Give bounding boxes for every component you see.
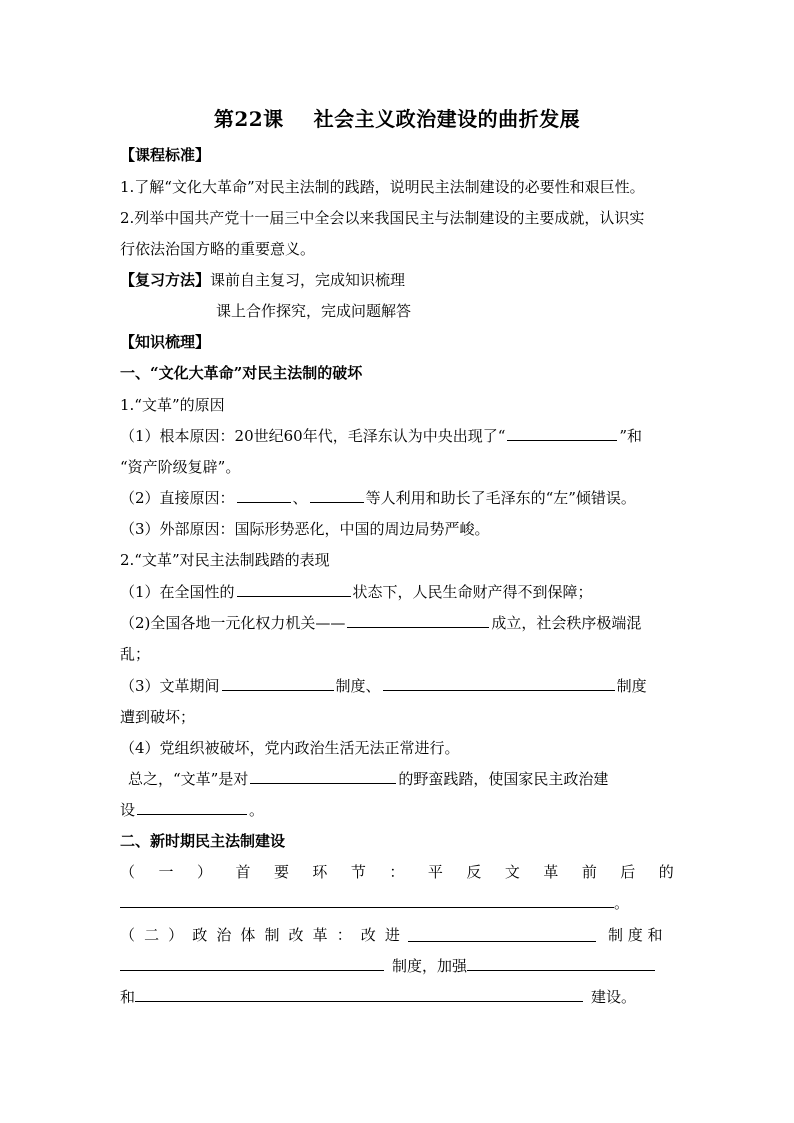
spread-char: 环 <box>312 863 328 881</box>
spread-char: 革 <box>312 926 328 944</box>
spread-char: 节 <box>350 863 366 881</box>
manifest-2-tail: 成立，社会秩序极端混 <box>491 614 642 632</box>
blank-field[interactable] <box>237 488 291 503</box>
section-2-item-2-and: 和 <box>120 988 136 1006</box>
spread-char: 要 <box>273 863 289 881</box>
cause-2-tail: 等人利用和助长了毛泽东的“左”倾错误。 <box>365 489 636 507</box>
blank-field[interactable] <box>347 613 489 628</box>
spread-char: 进 <box>384 926 400 944</box>
cause-2 <box>120 488 636 508</box>
manifest-4: （4）党组织被破坏，党内政治生活无法正常进行。 <box>120 739 460 757</box>
section-2-heading: 二、新时期民主法制建设 <box>120 832 286 850</box>
method-text-2: 课上合作探究，完成问题解答 <box>216 302 412 320</box>
lesson-number: 第22课 <box>213 107 284 131</box>
section-2-item-2-end: 建设。 <box>591 988 637 1006</box>
spread-char: 改 <box>360 926 376 944</box>
cause-1-line-2: “资产阶级复辟”。 <box>120 458 241 476</box>
page-title <box>0 103 794 132</box>
standards-item-1: 1.了解“文化大革命”对民主法制的践踏，说明民主法制建设的必要性和艰巨性。 <box>120 178 645 196</box>
spread-char: 一 <box>158 863 174 881</box>
spread-char: 体 <box>240 926 256 944</box>
spread-char: 的 <box>658 863 674 881</box>
blank-field[interactable] <box>135 987 583 1002</box>
cause-2-text: （2）直接原因： <box>120 489 235 507</box>
cause-3: （3）外部原因：国际形势恶化，中国的周边局势严峻。 <box>120 520 490 538</box>
spread-char: 首 <box>235 863 251 881</box>
section-2-item-2-tail: 制 度 和 <box>608 926 663 944</box>
standards-item-2-line-2: 行依法治国方略的重要意义。 <box>120 240 316 258</box>
knowledge-heading: 【知识梳理】 <box>120 333 211 351</box>
section-2-item-2-line-1 <box>120 925 674 945</box>
spread-char: ： <box>336 926 352 944</box>
blank-field[interactable] <box>310 488 364 503</box>
summary-text: 总之，“文革”是对 <box>128 770 249 788</box>
lesson-topic: 社会主义政治建设的曲折发展 <box>313 107 581 131</box>
manifest-1 <box>120 582 593 602</box>
summary-line-2 <box>120 800 264 820</box>
spread-char: 治 <box>216 926 232 944</box>
method-heading: 【复习方法】 <box>120 271 211 289</box>
blank-field[interactable] <box>222 676 334 691</box>
blank-field[interactable] <box>137 800 247 815</box>
manifest-3-mid: 制度、 <box>335 677 381 695</box>
spread-char: 后 <box>620 863 636 881</box>
cause-1-tail: ”和 <box>619 427 643 445</box>
manifest-1-text: （1）在全国性的 <box>120 583 235 601</box>
standards-heading: 【课程标准】 <box>120 146 211 164</box>
spread-char: ） <box>168 926 184 944</box>
blank-field[interactable] <box>467 956 655 971</box>
blank-field[interactable] <box>120 956 384 971</box>
summary-tail: 的野蛮践踏，使国家民主政治建 <box>398 770 609 788</box>
spread-char: 前 <box>581 863 597 881</box>
blank-field[interactable] <box>507 426 617 441</box>
method-line-1 <box>120 270 405 290</box>
summary-line-2-text: 设 <box>120 801 136 819</box>
spread-char: 平 <box>427 863 443 881</box>
spread-char: 反 <box>466 863 482 881</box>
cause-1-line-1 <box>120 426 642 446</box>
spread-char: 文 <box>504 863 520 881</box>
causes-title: 1.“文革”的原因 <box>120 396 225 414</box>
manifest-3-tail: 制度 <box>616 677 647 695</box>
blank-field[interactable] <box>120 893 614 908</box>
spread-prefix <box>120 925 400 945</box>
method-text-1: 课前自主复习，完成知识梳理 <box>210 271 406 289</box>
spread-char: 改 <box>288 926 304 944</box>
summary-line-1 <box>128 769 608 789</box>
manifest-3-line-1 <box>120 676 647 696</box>
manifest-2-line-1 <box>120 613 641 633</box>
manifest-2-line-2: 乱； <box>120 645 151 663</box>
summary-line-2-tail: 。 <box>249 801 265 819</box>
manifest-title: 2.“文革”对民主法制践踏的表现 <box>120 551 330 569</box>
spread-char: 制 <box>264 926 280 944</box>
cause-1-text: （1）根本原因：20世纪60年代，毛泽东认为中央出现了“ <box>120 427 506 445</box>
blank-field[interactable] <box>237 582 351 597</box>
spread-char: （ <box>120 926 136 944</box>
blank-field[interactable] <box>408 927 596 942</box>
separator: 、 <box>292 489 308 507</box>
spread-char: ） <box>196 863 212 881</box>
manifest-1-tail: 状态下，人民生命财产得不到保障； <box>352 583 593 601</box>
section-1-heading: 一、“文化大革命”对民主法制的破坏 <box>120 364 363 382</box>
spread-char: 革 <box>543 863 559 881</box>
section-2-item-2-line-3 <box>120 987 636 1007</box>
spread-char: 政 <box>192 926 208 944</box>
spread-char: ： <box>389 863 405 881</box>
section-2-item-1-line-2 <box>120 893 629 913</box>
manifest-3-text: （3）文革期间 <box>120 677 220 695</box>
standards-item-2-line-1: 2.列举中国共产党十一届三中全会以来我国民主与法制建设的主要成就，认识实 <box>120 209 645 227</box>
section-2-item-1-line-1 <box>120 862 674 882</box>
section-2-item-2-line-2 <box>120 956 655 976</box>
manifest-3-line-2: 遭到破坏； <box>120 708 196 726</box>
blank-field[interactable] <box>383 676 615 691</box>
spread-char: （ <box>120 863 136 881</box>
period: 。 <box>614 894 630 912</box>
spread-char: 二 <box>144 926 160 944</box>
blank-field[interactable] <box>250 769 396 784</box>
manifest-2-text: （2)全国各地一元化权力机关—— <box>120 614 346 632</box>
section-2-item-2-mid: 制度，加强 <box>392 957 468 975</box>
